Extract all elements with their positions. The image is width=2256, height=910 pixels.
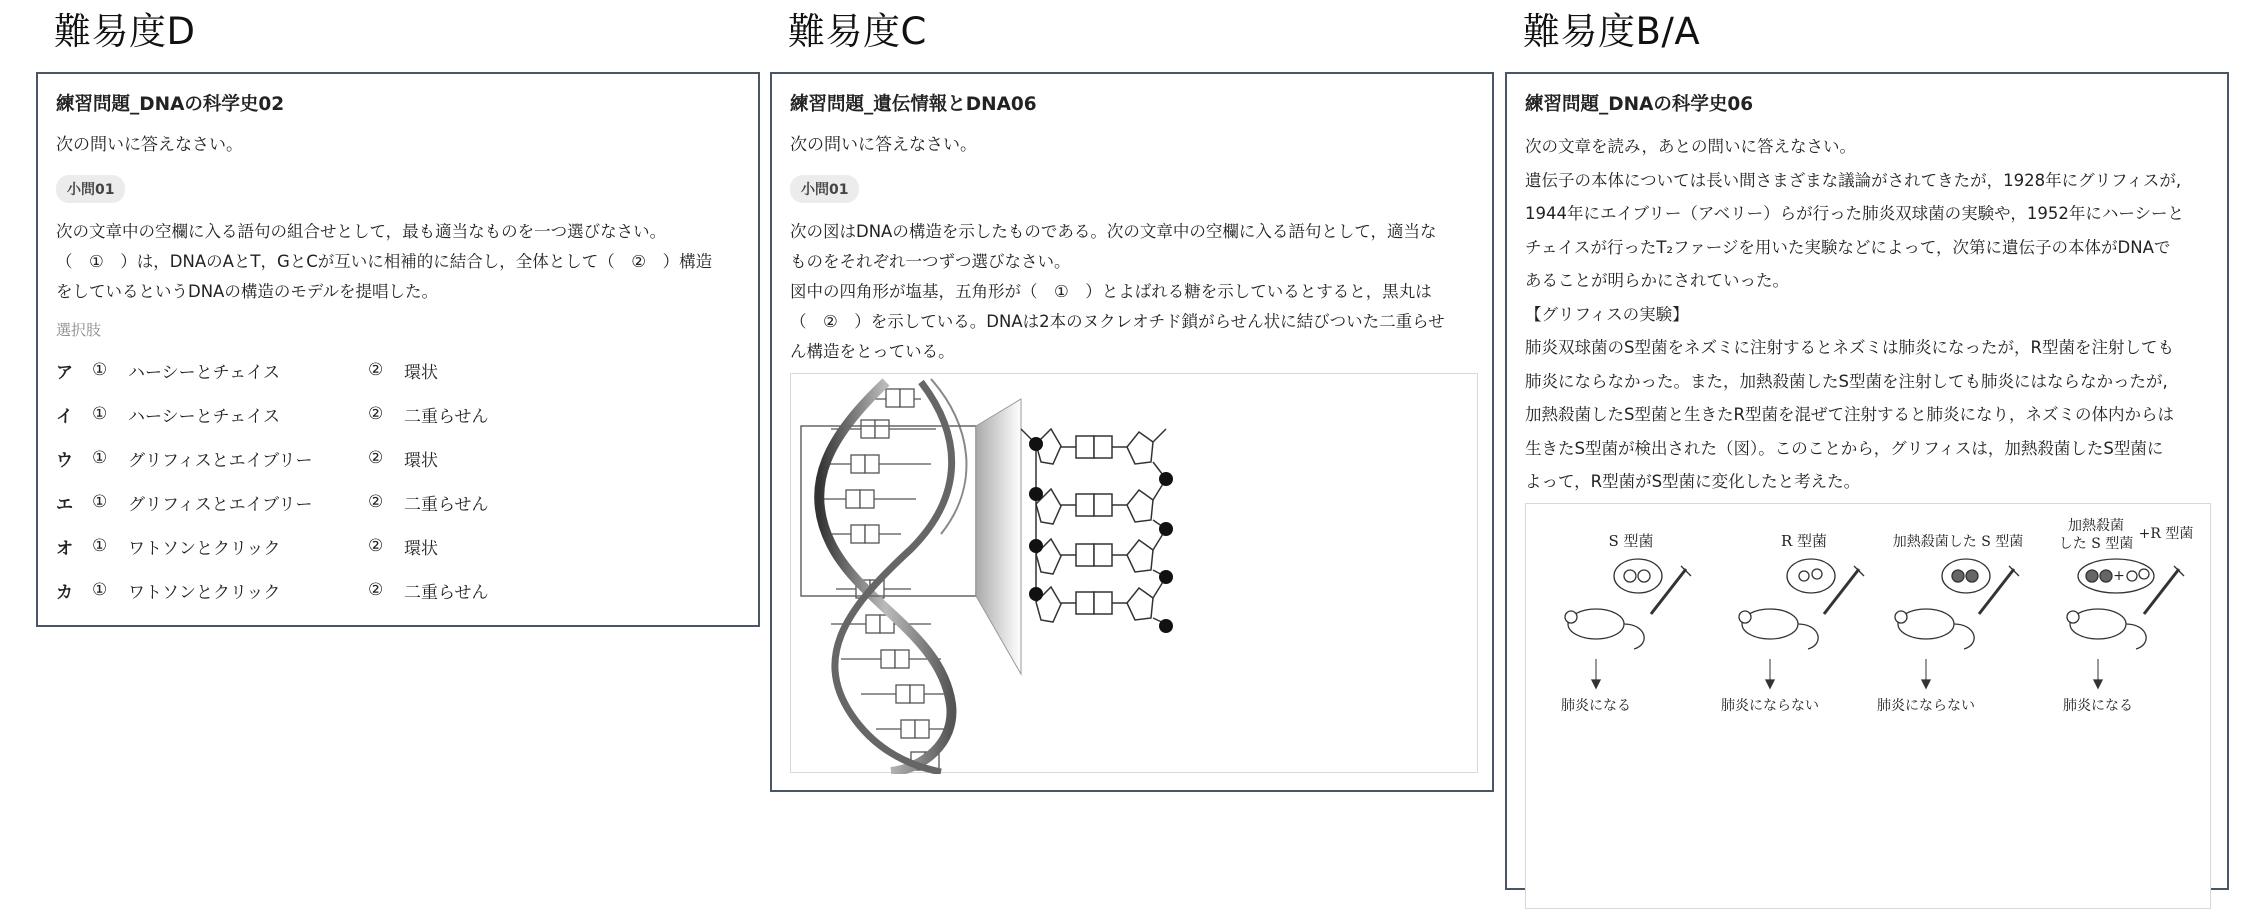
- blank-number: ①: [92, 360, 108, 380]
- blank-number: ①: [92, 404, 108, 424]
- choice-letter: イ: [56, 406, 73, 427]
- passage-text: [1525, 130, 2209, 499]
- passage-line: よって，R型菌がS型菌に変化したと考えた。: [1525, 472, 1861, 491]
- choice-value-2: 二重らせん: [404, 406, 489, 427]
- choice-letter: ア: [56, 362, 73, 383]
- result-text: 肺炎になる: [1561, 697, 1631, 714]
- choice-list: [56, 348, 740, 612]
- problem-instruction: 次の問いに答えなさい。: [56, 135, 243, 155]
- choice-letter: カ: [56, 582, 73, 603]
- difficulty-heading: 難易度D: [54, 10, 196, 53]
- result-text: 肺炎にならない: [1877, 697, 1975, 714]
- passage-line: 肺炎双球菌のS型菌をネズミに注射するとネズミは肺炎になったが，R型菌を注射しても: [1525, 338, 2174, 357]
- question-line: 図中の四角形が塩基，五角形が（ ① ）とよばれる糖を示しているとすると，黒丸は: [790, 282, 1432, 301]
- figure-label: した S 型菌: [2058, 535, 2134, 552]
- mouse-panel: [1739, 559, 1864, 688]
- choice-value-2: 二重らせん: [404, 582, 489, 603]
- figure-label: R 型菌: [1780, 531, 1828, 550]
- problem-card: [36, 72, 760, 627]
- question-line: ん構造をとっている。: [790, 342, 955, 361]
- blank-number: ①: [92, 492, 108, 512]
- question-line: 次の図はDNAの構造を示したものである。次の文章中の空欄に入る語句として，適当な: [790, 222, 1437, 241]
- problem-title: 練習問題_DNAの科学史02: [56, 94, 285, 115]
- blank-number: ②: [368, 536, 384, 556]
- dna-structure-figure: [790, 373, 1478, 773]
- question-line: （ ① ）は，DNAのAとT，GとCが互いに相補的に結合し，全体として（ ② ）構造: [56, 252, 713, 271]
- plus-symbol: +: [2113, 567, 2125, 584]
- column-difficulty-d: [36, 0, 760, 627]
- mouse-panel: [1565, 559, 1691, 688]
- problem-title: 練習問題_DNAの科学史06: [1525, 94, 1754, 115]
- blank-number: ②: [368, 448, 384, 468]
- passage-line: 1944年にエイブリー（アベリー）らが行った肺炎双球菌の実験や，1952年にハーシーと: [1525, 204, 2185, 223]
- subquestion-badge: 小問01: [56, 175, 125, 203]
- choice-value-1: グリフィスとエイブリー: [128, 450, 313, 471]
- question-line: ものをそれぞれ一つずつ選びなさい。: [790, 252, 1071, 271]
- passage-line: 【グリフィスの実験】: [1525, 304, 1689, 324]
- question-text: [790, 217, 1474, 367]
- mouse-panel: [2067, 559, 2184, 688]
- question-line: をしているというDNAの構造のモデルを提唱した。: [56, 282, 439, 301]
- passage-line: 生きたS型菌が検出された（図）。このことから，グリフィスは，加熱殺菌したS型菌に: [1525, 438, 2164, 458]
- result-text: 肺炎になる: [2063, 697, 2133, 714]
- figure-label: 加熱殺菌した S 型菌: [1892, 533, 2024, 550]
- difficulty-heading: 難易度B/A: [1523, 10, 1701, 53]
- blank-number: ②: [368, 580, 384, 600]
- choice-letter: エ: [56, 494, 73, 515]
- choice-option[interactable]: [56, 568, 740, 612]
- problem-card: [770, 72, 1494, 792]
- blank-number: ②: [368, 360, 384, 380]
- choice-option[interactable]: [56, 348, 740, 392]
- choice-letter: ウ: [56, 450, 73, 471]
- choice-value-1: ワトソンとクリック: [128, 582, 281, 603]
- blank-number: ①: [92, 580, 108, 600]
- passage-line: 遺伝子の本体については長い間さまざまな議論がされてきたが，1928年にグリフィスが,: [1525, 170, 2182, 190]
- figure-label: +R 型菌: [2138, 525, 2194, 542]
- choice-value-1: ハーシーとチェイス: [128, 406, 280, 427]
- choice-letter: オ: [56, 538, 73, 559]
- passage-line: 次の文章を読み，あとの問いに答えなさい。: [1525, 137, 1856, 156]
- question-text: [56, 217, 740, 307]
- column-difficulty-ba: [1505, 0, 2229, 890]
- dna-double-helix-illustration: [791, 374, 1479, 774]
- difficulty-heading: 難易度C: [788, 10, 927, 53]
- question-line: 次の文章中の空欄に入る語句の組合せとして，最も適当なものを一つ選びなさい。: [56, 222, 667, 241]
- choice-option[interactable]: [56, 392, 740, 436]
- choice-value-1: ワトソンとクリック: [128, 538, 281, 559]
- griffith-experiment-illustration: [1526, 504, 2212, 910]
- figure-label: 加熱殺菌: [2068, 517, 2124, 534]
- choice-option[interactable]: [56, 436, 740, 480]
- problem-card: [1505, 72, 2229, 890]
- question-line: （ ② ）を示している。DNAは2本のヌクレオチド鎖がらせん状に結びついた二重らせ: [790, 312, 1445, 331]
- problem-instruction: 次の問いに答えなさい。: [790, 135, 977, 155]
- passage-line: 加熱殺菌したS型菌と生きたR型菌を混ぜて注射すると肺炎になり，ネズミの体内からは: [1525, 405, 2174, 424]
- blank-number: ②: [368, 404, 384, 424]
- column-difficulty-c: [770, 0, 1494, 792]
- choice-option[interactable]: [56, 480, 740, 524]
- choice-value-2: 環状: [404, 362, 438, 383]
- passage-line: あることが明らかにされていった。: [1525, 271, 1789, 290]
- choice-option[interactable]: [56, 524, 740, 568]
- griffith-experiment-figure: [1525, 503, 2211, 909]
- result-text: 肺炎にならない: [1721, 697, 1819, 714]
- choice-value-1: ハーシーとチェイス: [128, 362, 280, 383]
- choice-value-2: 環状: [404, 538, 438, 559]
- passage-line: チェイスが行ったT₂ファージを用いた実験などによって，次第に遺伝子の本体がDNAで: [1525, 237, 2171, 257]
- choice-value-1: グリフィスとエイブリー: [128, 494, 313, 515]
- problem-title: 練習問題_遺伝情報とDNA06: [790, 94, 1037, 115]
- choices-label: 選択肢: [56, 321, 102, 339]
- blank-number: ②: [368, 492, 384, 512]
- choice-value-2: 二重らせん: [404, 494, 489, 515]
- choice-value-2: 環状: [404, 450, 438, 471]
- mouse-panel: [1895, 559, 2019, 688]
- figure-label: S 型菌: [1608, 531, 1654, 550]
- blank-number: ①: [92, 536, 108, 556]
- blank-number: ①: [92, 448, 108, 468]
- passage-line: 肺炎にならなかった。また，加熱殺菌したS型菌を注射しても肺炎にはならなかったが,: [1525, 371, 2168, 391]
- subquestion-badge: 小問01: [790, 175, 859, 203]
